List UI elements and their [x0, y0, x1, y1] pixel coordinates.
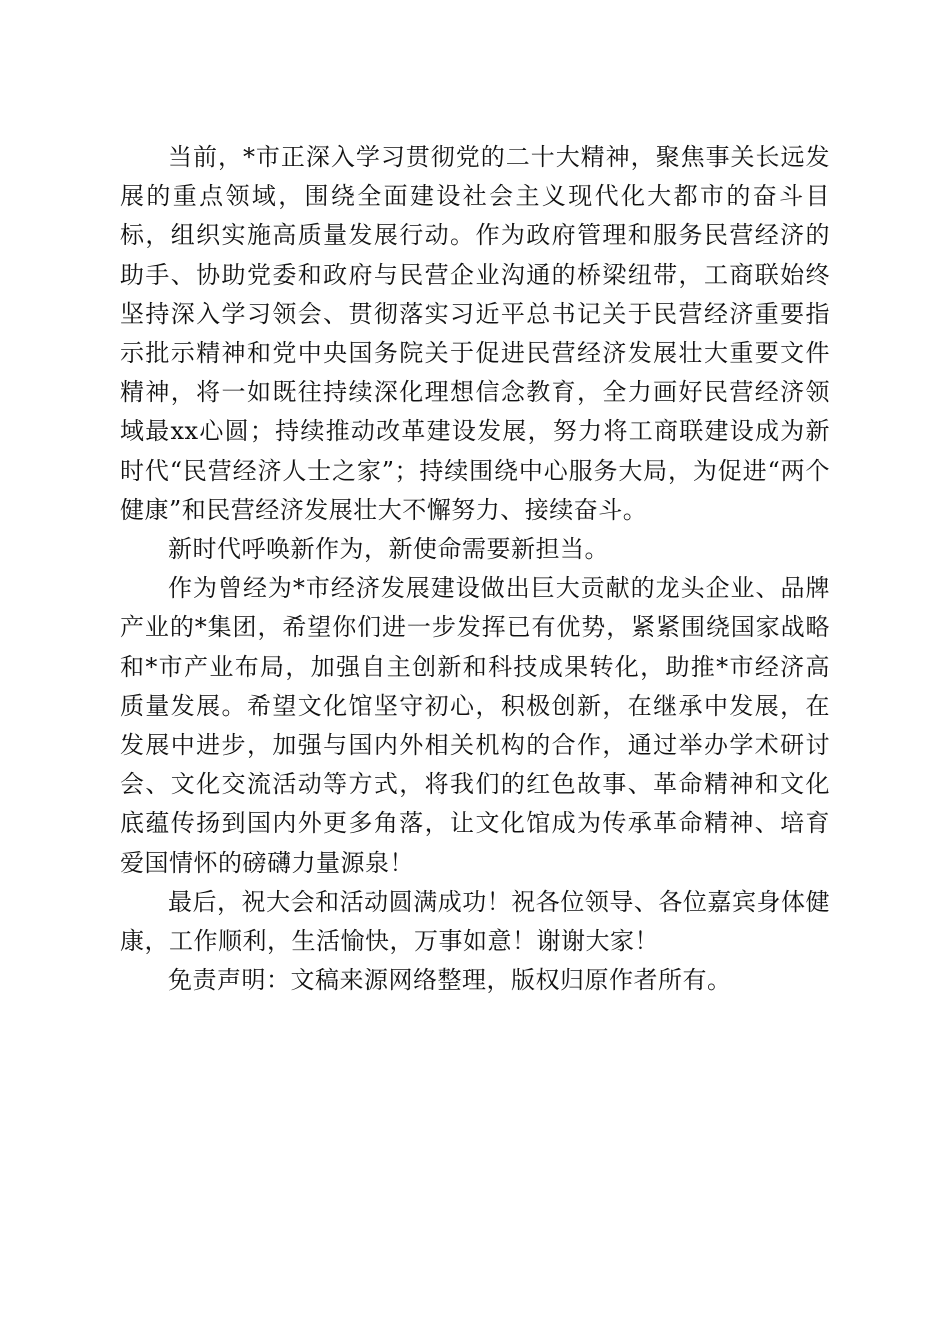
document-body — [120, 138, 830, 1000]
paragraph-group-hopes: 作为曾经为*市经济发展建设做出巨大贡献的龙头企业、品牌产业的*集团，希望你们进一步发挥已有优势，紧紧围绕国家战略和*市产业布局，加强自主创新和科技成果转化，助推*市经济高质量发展。希望文化馆坚守初心，积极创新，在继承中发展，在发展中进步，加强与国内外相关机构的合作，通过举办学术研讨会、文化交流活动等方式，将我们的红色故事、革命精神和文化底蕴传扬到国内外更多角落，让文化馆成为传承革命精神、培育爱国情怀的磅礴力量源泉！ — [120, 574, 830, 877]
paragraph-closing-wishes: 最后，祝大会和活动圆满成功！祝各位领导、各位嘉宾身体健康，工作顺利，生活愉快，万事如意！谢谢大家！ — [120, 887, 830, 956]
paragraph-current-situation: 当前，*市正深入学习贯彻党的二十大精神，聚焦事关长远发展的重点领域，围绕全面建设社会主义现代化大都市的奋斗目标，组织实施高质量发展行动。作为政府管理和服务民营经济的助手、协助党委和政府与民营企业沟通的桥梁纽带，工商联始终坚持深入学习领会、贯彻落实习近平总书记关于民营经济重要指示批示精神和党中央国务院关于促进民营经济发展壮大重要文件精神，将一如既往持续深化理想信念教育，全力画好民营经济领域最xx心圆；持续推动改革建设发展，努力将工商联建设成为新时代“民营经济人士之家”；持续围绕中心服务大局，为促进“两个健康”和民营经济发展壮大不懈努力、接续奋斗。 — [120, 143, 830, 524]
paragraph-new-era: 新时代呼唤新作为，新使命需要新担当。 — [168, 535, 609, 564]
paragraph-disclaimer: 免责声明：文稿来源网络整理，版权归原作者所有。 — [168, 966, 732, 995]
